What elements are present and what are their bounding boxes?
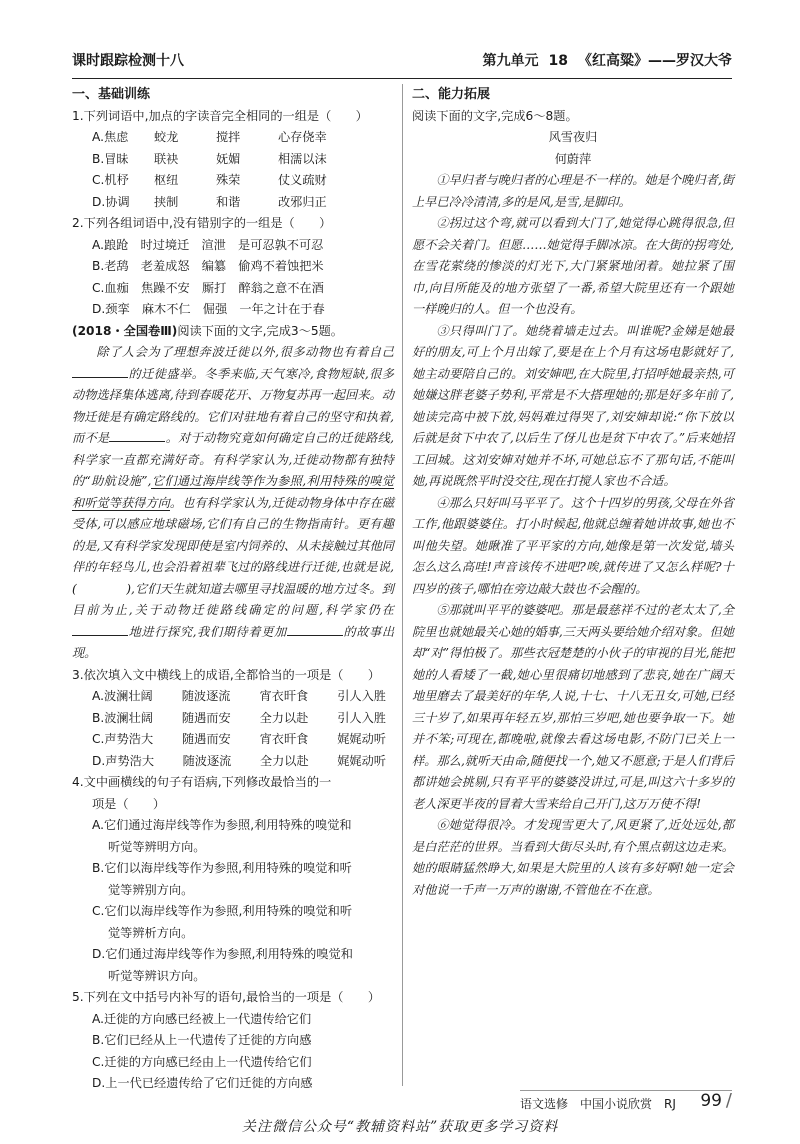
question-3-stem: 3.依次填入文中横线上的成语,全都恰当的一项是（ ） bbox=[72, 667, 381, 682]
option-row: A.踉跄 时过境迁 渲泄 是可忍孰不可忍 bbox=[92, 237, 324, 252]
option-row: D.协调 挟制 和谐 改邪归正 bbox=[92, 194, 327, 209]
question-4-stem-cont: 项是（ ） bbox=[92, 796, 166, 811]
answer-blank[interactable] bbox=[109, 429, 165, 442]
story-paragraph: ④那么只好叫马平平了。这个十四岁的男孩,父母在外省工作,他跟婆婆住。打小时候起,他就总缠着她讲故事,她也不叫他失望。她瞅准了平平家的方向,她像是第一次发觉,墙头怎么这么高哇!声音该传不进吧?唉,就传进了又怎么样呢?十四岁的孩子,哪怕在旁边敲大鼓也不会醒的。 bbox=[412, 495, 734, 596]
answer-blank[interactable] bbox=[287, 623, 343, 636]
story-author: 何蔚萍 bbox=[554, 151, 592, 166]
option-row: B.它们已经从上一代遗传了迁徙的方向感 bbox=[92, 1033, 312, 1047]
header-rule bbox=[72, 78, 732, 79]
option-row: C.机杼 枢纽 殊荣 仗义疏财 bbox=[92, 173, 327, 187]
story-paragraph: ②拐过这个弯,就可以看到大门了,她觉得心跳得很急,但愿不会关着门。但愿……她觉得手脚冰凉。在大街的拐弯处,在雪花萦绕的惨淡的灯光下,大门紧紧地闭着。她拉紧了围巾,向目所能及的地方张望了一番,希望大院里还有一个跟她一样晚归的人。但一个也没有。 bbox=[412, 216, 734, 316]
page-header bbox=[72, 48, 732, 74]
question-2-stem: 2.下列各组词语中,没有错别字的一组是（ ） bbox=[72, 216, 332, 230]
question-1-stem: 1.下列词语中,加点的字读音完全相同的一组是（ ） bbox=[72, 108, 368, 123]
option-row: D.它们通过海岸线等作为参照,利用特殊的嗅觉和 bbox=[92, 947, 353, 961]
book-title: 语文选修 中国小说欣赏 RJ bbox=[520, 1097, 676, 1111]
section-basic-title: 一、基础训练 bbox=[72, 87, 151, 102]
section-extension-title: 二、能力拓展 bbox=[412, 87, 491, 102]
option-row: C.声势浩大 随遇而安 宵衣旰食 娓娓动听 bbox=[92, 732, 386, 746]
option-row-cont: 听觉等辨识方向。 bbox=[108, 968, 206, 983]
footer-slash: / bbox=[725, 1090, 732, 1111]
option-row: B.波澜壮阔 随遇而安 全力以赴 引人入胜 bbox=[92, 710, 386, 725]
reading-source: (2018・全国卷Ⅲ) bbox=[72, 323, 178, 338]
header-right-title bbox=[473, 50, 732, 70]
header-left-title: 课时跟踪检测十八 bbox=[72, 53, 184, 69]
answer-blank[interactable] bbox=[72, 365, 128, 378]
reading-passage: 除了人会为了理想奔波迁徙以外,很多动物也有着自己的迁徙盛举。冬季来临,天气寒冷,食物短缺,很多动物选择集体逃离,待到春暖花开、万物复苏再一起回来。动物迁徙是有确定路线的。它们对驻地有着自己的坚守和执着,而不是 。对于动物究竟如何确定自己的迁徙路线,科学家一直都充满好奇。有科学家认为,迁徙动物都有独特的“助航设施”,它们通过海岸线等作为参照,利用特殊的嗅觉和听觉等获得方向。也有科学家认为,迁徙动物身体中存在磁受体,可以感应地球磁场,它们有自己的生物指南针。更有趣的是,又有科学家发现即使是室内饲养的、从未接触过其他同伴的年轻鸟儿,也会沿着祖辈飞过的路线进行迁徙,也就是说,( ),它们天生就知道去哪里寻找温暖的地方过冬。到目前为止,关于动物迁徙路线确定的问题,科学家仍在地进行探究,我们期待着更加 的故事出现。 bbox=[72, 345, 395, 660]
story-paragraph: ⑥她觉得很冷。才发现雪更大了,风更紧了,近处远处,都是白茫茫的世界。当看到大街尽头时,有个黑点朝这边走来。她的眼睛猛然睁大,如果是大院里的人该有多好啊!她一定会对他说一千声一万声的谢谢,不管他在不在意。 bbox=[412, 818, 734, 897]
option-row: D.上一代已经遗传给了它们迁徙的方向感 bbox=[92, 1076, 313, 1090]
question-5-stem: 5.下列在文中括号内补写的语句,最恰当的一项是（ ） bbox=[72, 990, 381, 1004]
option-row: D.声势浩大 随波逐流 全力以赴 娓娓动听 bbox=[92, 753, 386, 768]
option-row: A.焦虑 蛟龙 搅拌 心存侥幸 bbox=[92, 130, 327, 144]
underlined-sentence: 它们通过海岸线等作为参照,利用特殊的嗅觉和听觉等获得方向 bbox=[72, 474, 394, 510]
option-row: C.血痂 焦躁不安 厮打 醉翁之意不在酒 bbox=[92, 280, 324, 295]
question-4-stem: 4.文中画横线的句子有语病,下列修改最恰当的一 bbox=[72, 775, 332, 789]
reading-instruction: (2018・全国卷Ⅲ)阅读下面的文字,完成3～5题。 bbox=[72, 323, 343, 338]
header-lesson-number: 18 bbox=[548, 53, 568, 69]
option-row: A.它们通过海岸线等作为参照,利用特殊的嗅觉和 bbox=[92, 818, 352, 832]
answer-blank[interactable] bbox=[72, 623, 128, 636]
option-row-cont: 觉等辨别方向。 bbox=[108, 882, 194, 897]
option-row: B.冒昧 联袂 妩媚 相濡以沫 bbox=[92, 151, 327, 166]
question-1-options bbox=[72, 127, 394, 213]
right-column bbox=[412, 84, 734, 901]
option-row: C.迁徙的方向感已经由上一代遗传给它们 bbox=[92, 1054, 312, 1069]
page-footer bbox=[520, 1092, 732, 1114]
watermark-text: 关注微信公众号“教辅资料站”获取更多学习资料 bbox=[241, 1119, 559, 1135]
option-row: A.迁徙的方向感已经被上一代遗传给它们 bbox=[92, 1011, 312, 1026]
left-column bbox=[72, 84, 394, 1095]
header-unit: 第九单元 bbox=[482, 53, 539, 69]
option-row: D.颈挛 麻木不仁 倔强 一年之计在于春 bbox=[92, 302, 325, 316]
option-row-cont: 听觉等辨明方向。 bbox=[108, 839, 206, 854]
story-paragraph: ①早归者与晚归者的心理是不一样的。她是个晚归者,街上早已冷冷清清,多的是风,是雪,是脚印。 bbox=[412, 173, 734, 209]
option-row: B.它们以海岸线等作为参照,利用特殊的嗅觉和听 bbox=[92, 861, 352, 875]
story-paragraph: ③只得叫门了。她绕着墙走过去。叫谁呢?金娣是她最好的朋友,可上个月出嫁了,要是在上个月有这场电影就好了,她主动要陪自己的。刘安婶吧,在大院里,打招呼她最亲热,可她嫌这胖老婆子势利,平常是不大搭理她的;那是好多年前了,她读完高中被下放,妈妈难过得哭了,刘安婶却说:“你下放以后就是贫下中农了,以后生了伢儿也是贫下中农了。”后来她招工回城。这刘安婶对她并不坏,可她总忘不了那句话,不能叫她,再说既然平时没交往,现在打搅人家也不合适。 bbox=[412, 323, 734, 488]
option-row-cont: 觉等辨析方向。 bbox=[108, 925, 194, 940]
story-paragraph: ⑤那就叫平平的婆婆吧。那是最慈祥不过的老太太了,全院里也就她最关心她的婚事,三天两头要给她介绍对象。但她却“对”得怕极了。那些衣冠楚楚的小伙子的审视的目光,能把她的人看矮了一截,她心里很痛切地感到了悲哀,她在广阔天地里磨去了最美好的年华,人说,十七、十八无丑女,可她,已经三十岁了,如果再年轻五岁,那怕三岁吧,她也要争取一下。她并不笨;可现在,都晚啦,就像去看这场电影,不防门已关上一样。那么,就听天由命,随便找一个,她又不愿意;于是人们背后都讲她会挑剔,只有平平的婆婆没讲过,可是,叫这六十多岁的老人深更半夜的冒着大雪来给自己开门,这万万使不得! bbox=[412, 603, 734, 811]
reading-instruction-2: 阅读下面的文字,完成6～8题。 bbox=[412, 108, 578, 123]
option-row: B.老鸹 老羞成怒 编簒 偷鸡不着蚀把米 bbox=[92, 259, 324, 273]
story-title: 风雪夜归 bbox=[548, 130, 598, 144]
page-number: 99 bbox=[700, 1091, 722, 1111]
option-row: C.它们以海岸线等作为参照,利用特殊的嗅觉和听 bbox=[92, 904, 353, 918]
header-lesson-title: 《红高粱》——罗汉大爷 bbox=[578, 53, 732, 69]
column-divider bbox=[402, 84, 403, 1086]
option-row: A.波澜壮阔 随波逐流 宵衣旰食 引人入胜 bbox=[92, 689, 386, 703]
